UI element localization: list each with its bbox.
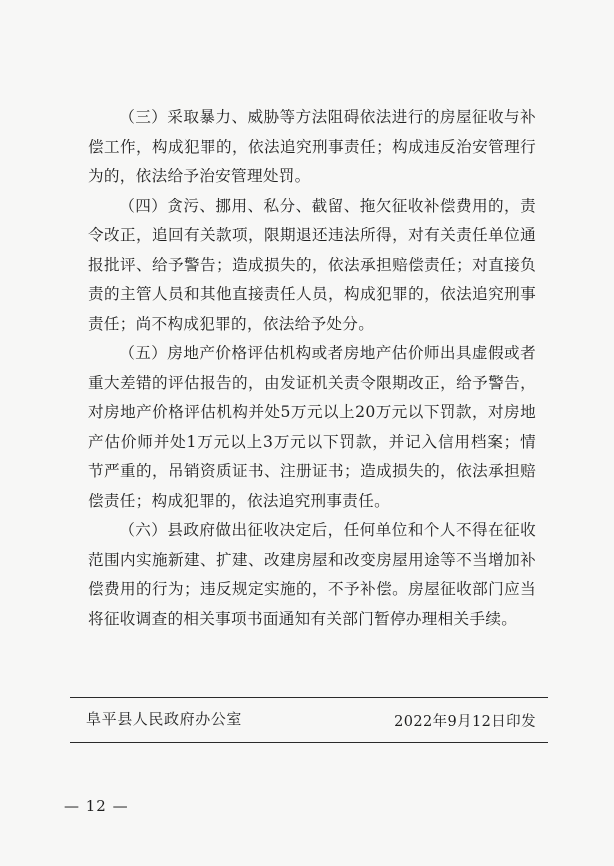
paragraph-item-3: （三）采取暴力、威胁等方法阻碍依法进行的房屋征收与补偿工作，构成犯罪的，依法追究刑事责任；构成违反治安管理行为的，依法给予治安管理处罚。 [88,108,536,185]
paragraph-item-5: （五）房地产价格评估机构或者房地产估价师出具虚假或者重大差错的评估报告的，由发证机关责令限期改正，给予警告，对房地产价格评估机构并处5万元以上20万元以下罚款，对房地产估价师并处1万元以上3万元以下罚款，并记入信用档案；情节严重的，吊销资质证书、注册证书；造成损失的，依法承担赔偿责任；构成犯罪的，依法追究刑事责任。 [88,344,536,510]
issuer-name: 阜平县人民政府办公室 [86,710,243,728]
page-number: — 12 — [64,797,129,815]
footer-top-rule [70,697,548,698]
paragraph-item-4: （四）贪污、挪用、私分、截留、拖欠征收补偿费用的，责令改正，追回有关款项，限期退还违法所得，对有关责任单位通报批评、给予警告；造成损失的，依法承担赔偿责任；对直接负责的主管人员和其他直接责任人员，构成犯罪的，依法追究刑事责任；尚不构成犯罪的，依法给予处分。 [88,196,536,333]
print-date: 2022年9月12日印发 [394,714,536,730]
paragraph-item-6: （六）县政府做出征收决定后，任何单位和个人不得在征收范围内实施新建、扩建、改建房屋和改变房屋用途等不当增加补偿费用的行为；违反规定实施的，不予补偿。房屋征收部门应当将征收调查的相关事项书面通知有关部门暂停办理相关手续。 [88,521,536,628]
footer-bottom-rule [70,742,548,743]
body-text [88,103,536,634]
